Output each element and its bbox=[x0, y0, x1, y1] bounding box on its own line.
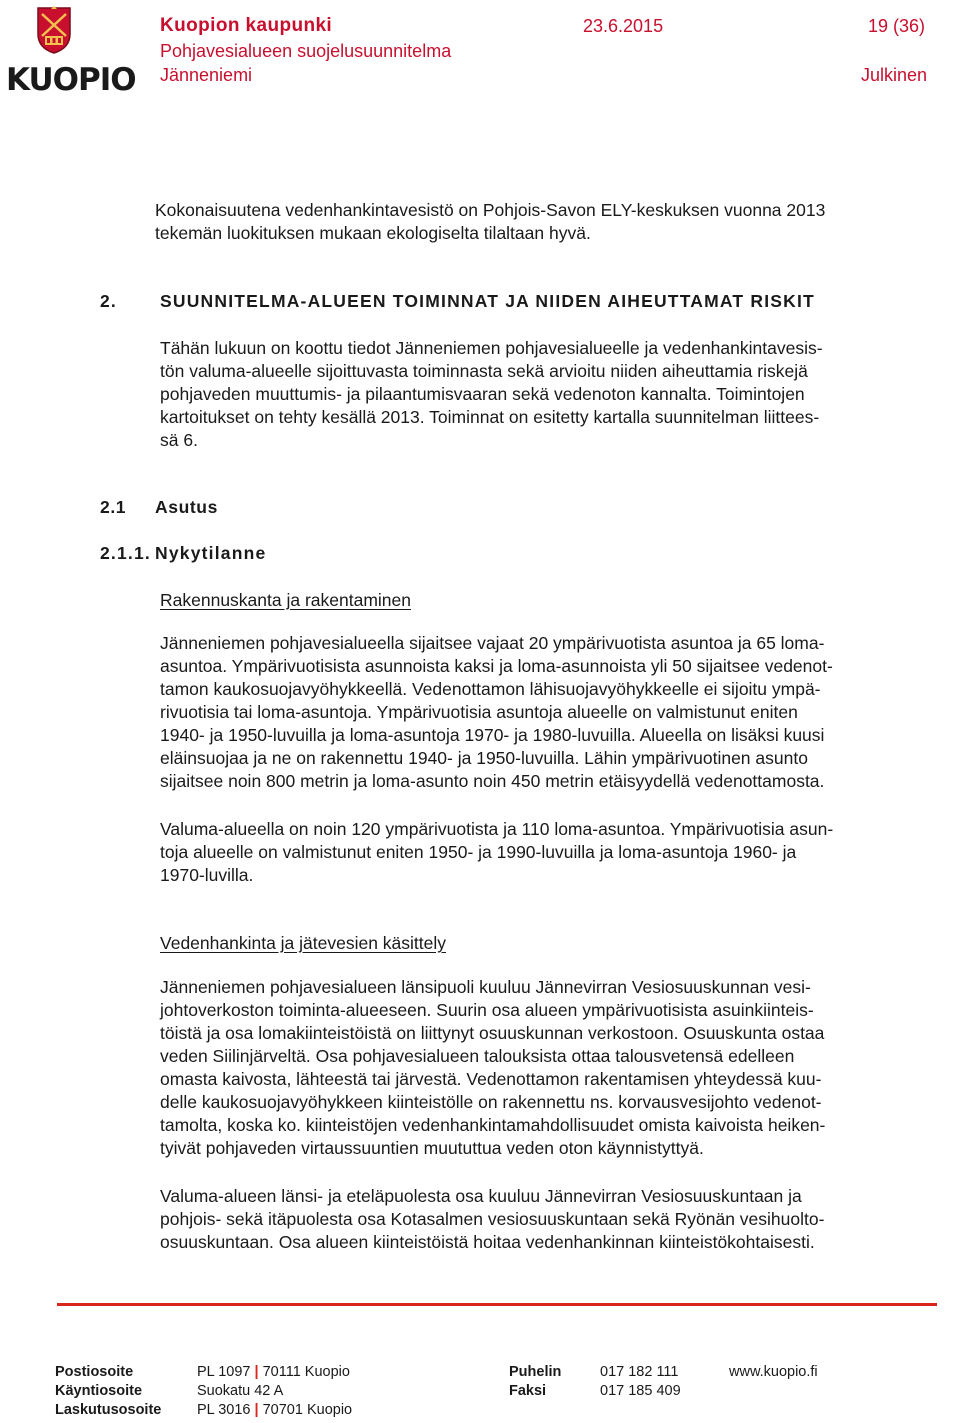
document-date: 23.6.2015 bbox=[583, 16, 664, 36]
text-line: Jänneniemen pohjavesialueella sijaitsee vajaat 20 ympärivuotista asuntoa ja 65 loma- bbox=[160, 633, 825, 653]
vedenhankinta-heading: Vedenhankinta ja jätevesien käsittely bbox=[160, 933, 447, 953]
text-line: delle kaukosuojavyöhykkeen kiinteistölle on rakennettu ns. korvausvesijohto vedenot- bbox=[160, 1092, 822, 1112]
kayntiosoite-label: Käyntiosoite bbox=[55, 1383, 143, 1399]
logo-wordmark: KUOPIO bbox=[6, 62, 136, 98]
postiosoite-box: PL 1097 bbox=[197, 1364, 251, 1380]
section-2-1-number: 2.1 bbox=[100, 497, 127, 517]
postiosoite-city: 70111 Kuopio bbox=[262, 1364, 350, 1380]
text-line: rivuotisia tai loma-asuntoja. Ympärivuotisia asuntoja alueelle on valmistunut eniten bbox=[160, 702, 798, 722]
text-line: tamolta, koska ko. kiinteistöjen vedenhankintamahdollisuudet omista kaivoista heiken- bbox=[160, 1115, 826, 1135]
section-2-title: SUUNNITELMA-ALUEEN TOIMINNAT JA NIIDEN AIHEUTTAMAT RISKIT bbox=[160, 291, 815, 311]
text-line: töistä ja osa lomakiinteistöistä on liittynyt osuuskunnan verkostoon. Osuuskunta ostaa bbox=[160, 1023, 825, 1043]
text-line: tyivät pohjaveden virtaussuuntien muututtua veden oton käynnistyttyä. bbox=[160, 1138, 704, 1158]
document-title: Pohjavesialueen suojelusuunnitelma bbox=[160, 41, 452, 61]
section-2-1-1-number: 2.1.1. bbox=[100, 543, 151, 563]
page-number: 19 (36) bbox=[868, 16, 926, 36]
faksi-value: 017 185 409 bbox=[600, 1383, 681, 1399]
kuopio-logo bbox=[6, 6, 136, 98]
classification-label: Julkinen bbox=[861, 65, 928, 85]
text-line: Valuma-alueella on noin 120 ympärivuotista ja 110 loma-asuntoa. Ympärivuotisia asun- bbox=[160, 819, 834, 839]
faksi-label: Faksi bbox=[509, 1383, 547, 1399]
text-line: Kokonaisuutena vedenhankintavesistö on Pohjois-Savon ELY-keskuksen vuonna 2013 bbox=[155, 200, 826, 220]
text-line: tekemän luokituksen mukaan ekologiselta tilaltaan hyvä. bbox=[155, 223, 591, 243]
rakennuskanta-paragraph-1 bbox=[160, 632, 833, 793]
separator: | bbox=[254, 1402, 259, 1418]
rakennuskanta-paragraph-2 bbox=[160, 818, 833, 887]
text-line: tamon kaukosuojavyöhykkeellä. Vedenottamon lähisuojavyöhykkeelle ei sijoitu ympä- bbox=[160, 679, 821, 699]
section-2-number: 2. bbox=[100, 291, 117, 311]
text-line: sijaitsee noin 800 metrin ja loma-asunto noin 450 metrin etäisyydellä vedenottamosta. bbox=[160, 771, 825, 791]
section-2-1-1-title: Nykytilanne bbox=[155, 543, 267, 563]
area-name: Jänneniemi bbox=[160, 65, 253, 85]
separator: | bbox=[254, 1364, 259, 1380]
text-line: tön valuma-alueelle sijoittuvasta toiminnasta sekä arvioitu niiden aiheuttamia riskejä bbox=[160, 361, 808, 381]
text-line: 1970-luvilla. bbox=[160, 865, 254, 885]
text-line: eläinsuojaa ja ne on rakennettu 1940- ja 1950-luvuilla. Lähin ympärivuotinen asunto bbox=[160, 748, 808, 768]
section-2-1-title: Asutus bbox=[155, 497, 218, 517]
text-line: asuntoa. Ympärivuotisista asunnoista kaksi ja loma-asunnoista yli 50 sijaitsee vedenot- bbox=[160, 656, 833, 676]
text-line: veden Siilinjärveltä. Osa pohjavesialueen talouksista ottaa talousvetensä edelleen bbox=[160, 1046, 795, 1066]
text-line: Tähän lukuun on koottu tiedot Jänneniemen pohjavesialueelle ja vedenhankintavesis- bbox=[160, 338, 823, 358]
coat-of-arms-icon bbox=[36, 6, 72, 54]
organization-name: Kuopion kaupunki bbox=[160, 15, 333, 36]
text-line: Jänneniemen pohjavesialueen länsipuoli kuuluu Jännevirran Vesiosuuskunnan vesi- bbox=[160, 977, 811, 997]
section-2-paragraph bbox=[160, 337, 823, 452]
kayntiosoite-value: Suokatu 42 A bbox=[197, 1383, 284, 1399]
text-line: osuuskuntaan. Osa alueen kiinteistöistä hoitaa vedenhankinnan kiinteistökohtaisesti. bbox=[160, 1232, 815, 1252]
laskutusosoite-box: PL 3016 bbox=[197, 1402, 251, 1418]
puhelin-label: Puhelin bbox=[509, 1364, 562, 1380]
puhelin-value: 017 182 111 bbox=[600, 1364, 679, 1380]
footer bbox=[55, 1363, 945, 1423]
text-line: kartoitukset on tehty kesällä 2013. Toiminnat on esitetty kartalla suunnitelman liittees- bbox=[160, 407, 820, 427]
website-link[interactable]: www.kuopio.fi bbox=[729, 1364, 818, 1380]
text-line: 1940- ja 1950-luvuilla ja loma-asuntoja 1970- ja 1980-luvuilla. Alueella on lisäksi kuusi bbox=[160, 725, 825, 745]
text-line: pohjois- sekä itäpuolesta osa Kotasalmen vesiosuuskuntaan sekä Ryönän vesihuolto- bbox=[160, 1209, 825, 1229]
footer-divider bbox=[57, 1303, 937, 1306]
text-line: sä 6. bbox=[160, 430, 198, 450]
text-line: Valuma-alueen länsi- ja eteläpuolesta osa kuuluu Jännevirran Vesiosuuskuntaan ja bbox=[160, 1186, 802, 1206]
laskutusosoite-label: Laskutusosoite bbox=[55, 1402, 162, 1418]
text-line: toja alueelle on valmistunut eniten 1950- ja 1990-luvuilla ja loma-asuntoja 1960- ja bbox=[160, 842, 797, 862]
text-line: pohjaveden muuttumis- ja pilaantumisvaaran sekä vedenoton kannalta. Toimintojen bbox=[160, 384, 805, 404]
vedenhankinta-paragraph-2 bbox=[160, 1185, 824, 1254]
text-line: omasta kaivosta, lähteestä tai järvestä. Vedenottamon rakentamisen yhteydessä kuu- bbox=[160, 1069, 822, 1089]
laskutusosoite-city: 70701 Kuopio bbox=[262, 1402, 353, 1418]
text-line: johtoverkoston toiminta-alueeseen. Suurin osa alueen ympärivuotisista asuinkiinteis- bbox=[160, 1000, 814, 1020]
postiosoite-label: Postiosoite bbox=[55, 1364, 134, 1380]
intro-paragraph bbox=[155, 199, 825, 245]
rakennuskanta-heading: Rakennuskanta ja rakentaminen bbox=[160, 590, 411, 610]
vedenhankinta-paragraph-1 bbox=[160, 976, 825, 1160]
